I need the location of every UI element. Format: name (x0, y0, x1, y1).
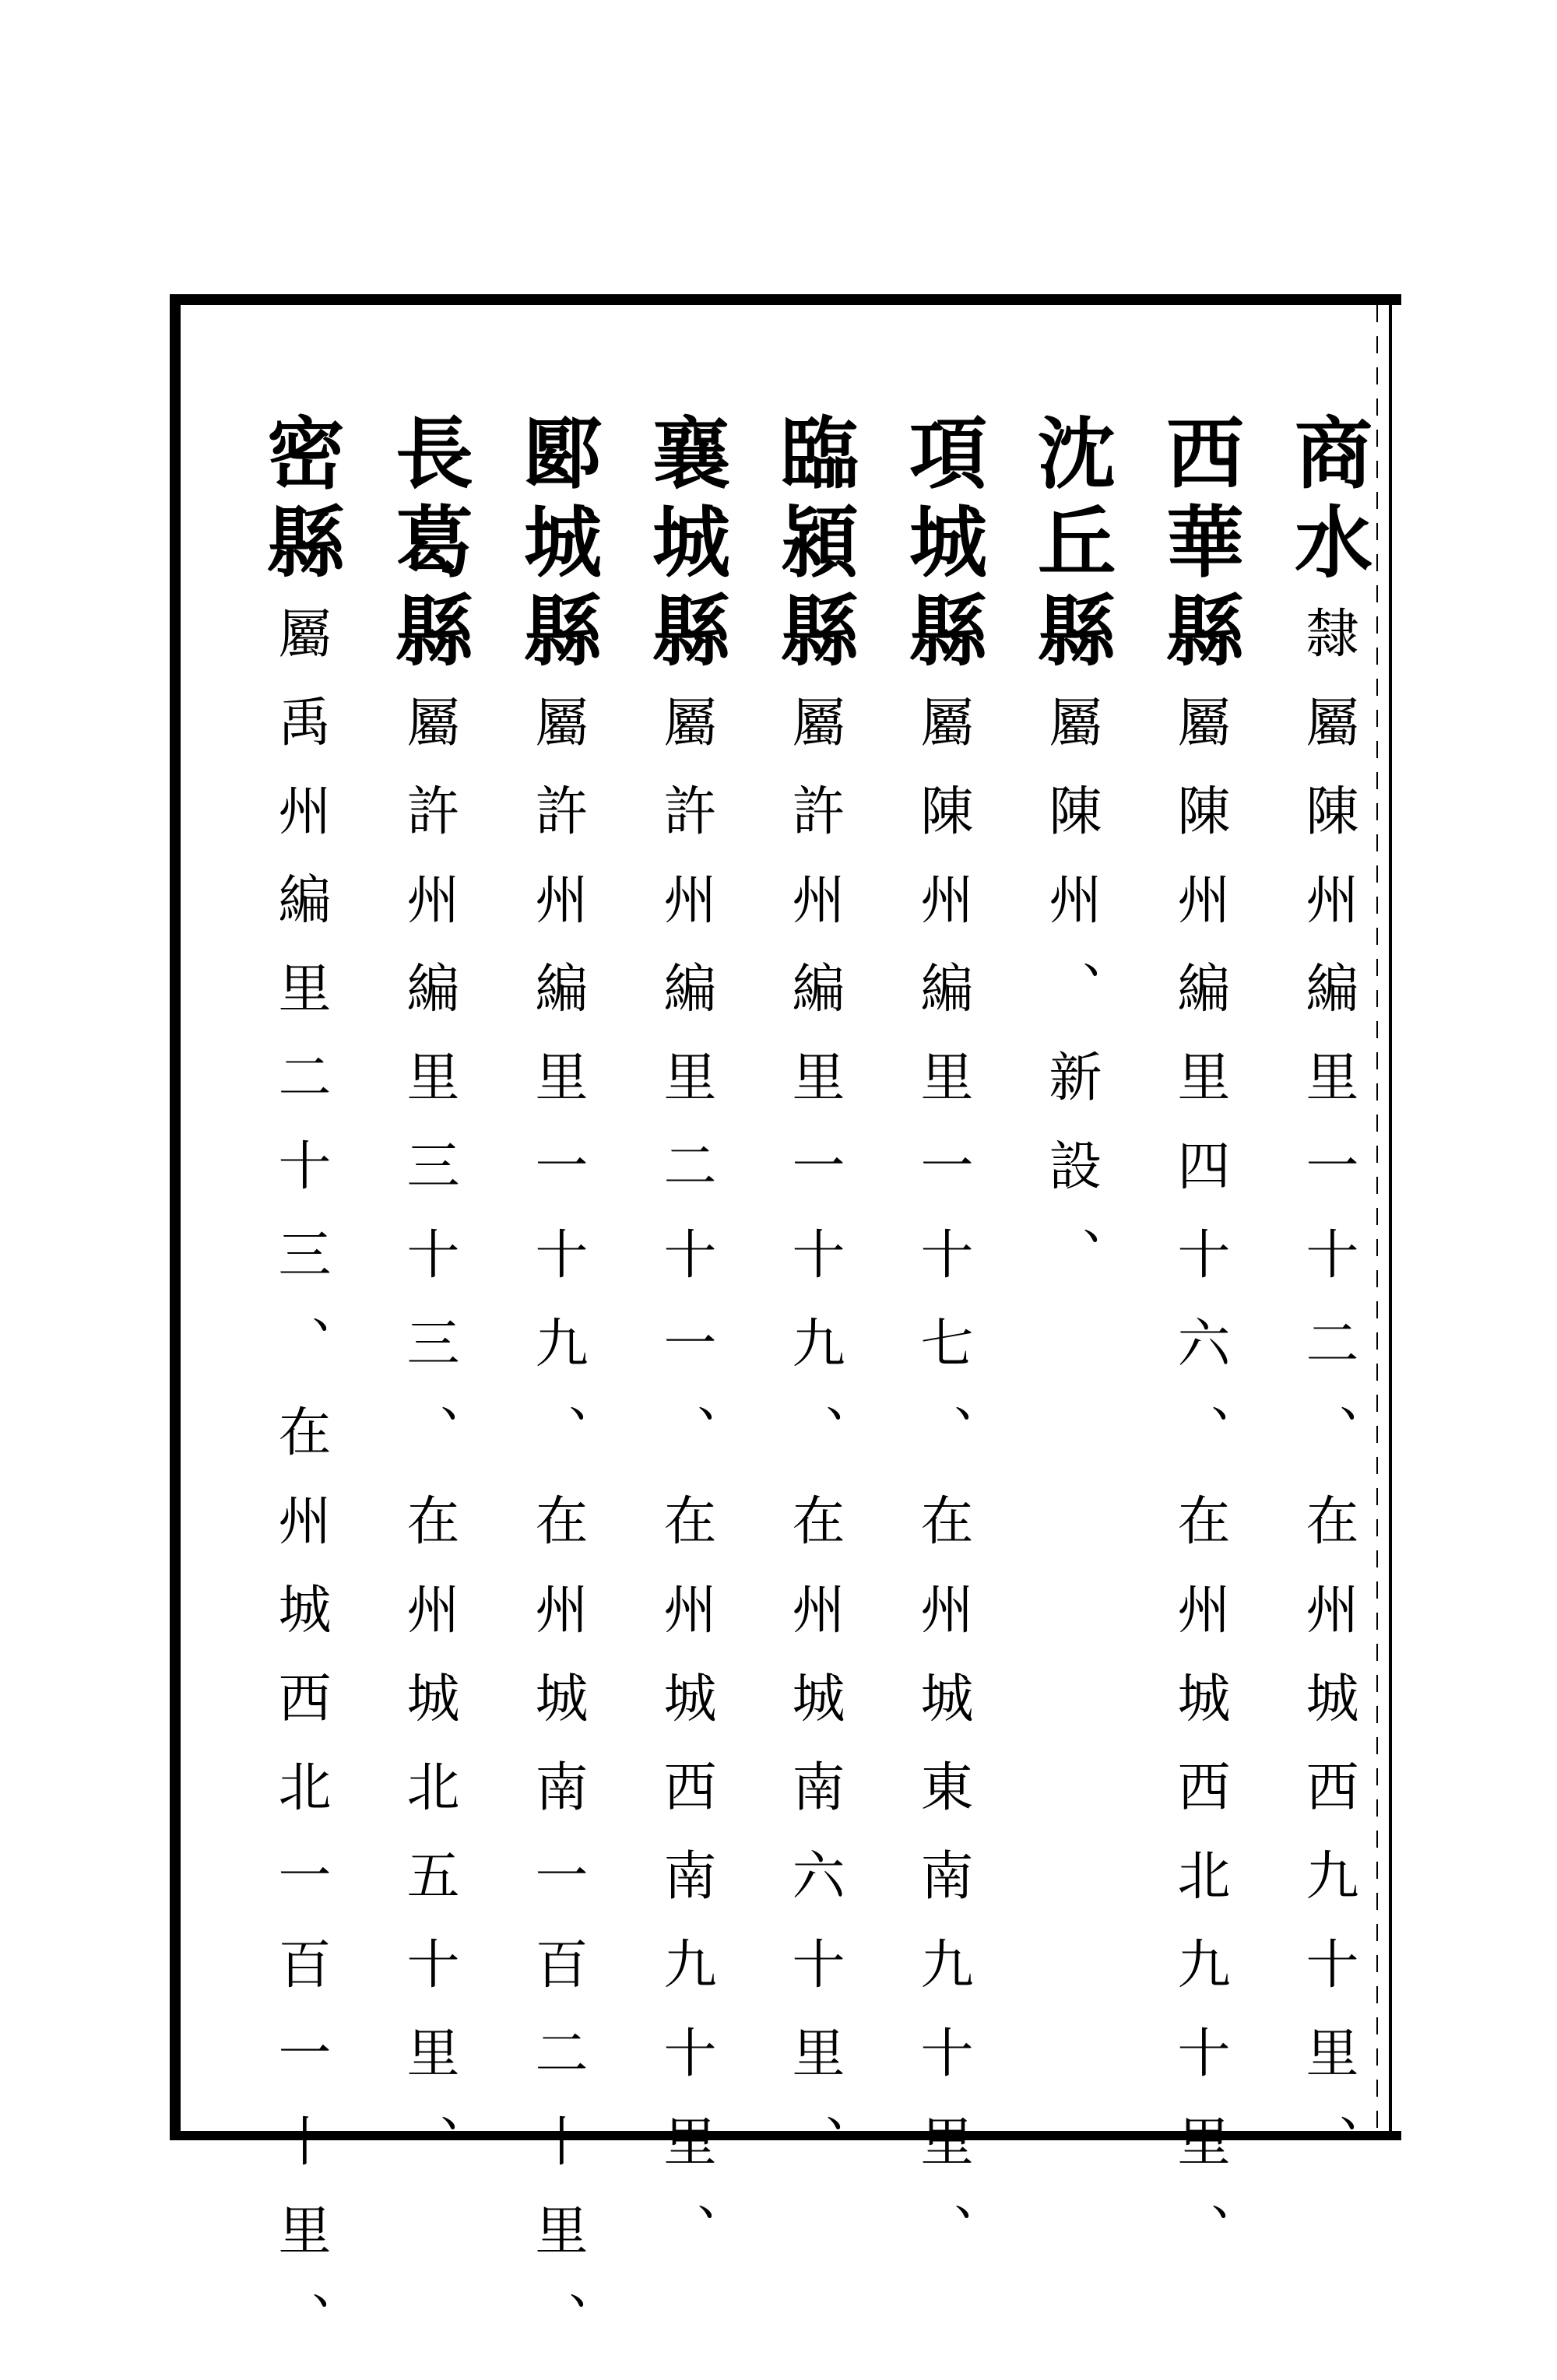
entry-mi (249, 412, 350, 2380)
entry-changge (378, 412, 479, 2203)
frame-top-border (170, 294, 1401, 305)
entry-heading: 密縣 (254, 412, 346, 590)
entry-note: 隸屬陳州編里一十二、在州城西九十里、 (1297, 606, 1358, 2203)
entry-heading: 商水 (1281, 412, 1373, 590)
entry-heading: 郾城縣 (511, 412, 603, 679)
entry-note: 屬許州編里一十九、在州城南六十里、 (783, 694, 845, 2203)
entry-shenqiu (1020, 412, 1121, 1315)
entry-xiangcheng (891, 412, 993, 2291)
entry-note: 屬陳州、新設、 (1040, 694, 1102, 1315)
entry-heading: 西華縣 (1153, 412, 1245, 679)
entry-xiangcheng-2 (634, 412, 736, 2291)
entry-note: 屬許州編里二十一、在州城西南九十里、 (655, 694, 716, 2291)
entry-note: 屬許州編里一十九、在州城南一百二十里、 (526, 694, 588, 2380)
entry-shangshui (1277, 412, 1378, 2203)
entry-note: 屬許州編里三十三、在州城北五十里、 (398, 694, 459, 2203)
entry-heading: 項城縣 (896, 412, 988, 679)
entry-yancheng (506, 412, 607, 2380)
frame-left-border (170, 294, 181, 2140)
entry-note: 屬陳州編里一十七、在州城東南九十里、 (912, 694, 973, 2291)
entry-xihua (1148, 412, 1249, 2291)
entry-heading: 長葛縣 (382, 412, 474, 679)
entry-note: 屬禹州編里二十三、在州城西北一百一十里、 (269, 606, 331, 2380)
entry-note: 屬陳州編里四十六、在州城西北九十里、 (1169, 694, 1230, 2291)
entry-heading: 襄城縣 (639, 412, 731, 679)
entry-heading: 沈丘縣 (1025, 412, 1116, 679)
entry-heading: 臨潁縣 (768, 412, 859, 679)
entry-linying (763, 412, 864, 2203)
frame-right-border (1389, 294, 1392, 2140)
